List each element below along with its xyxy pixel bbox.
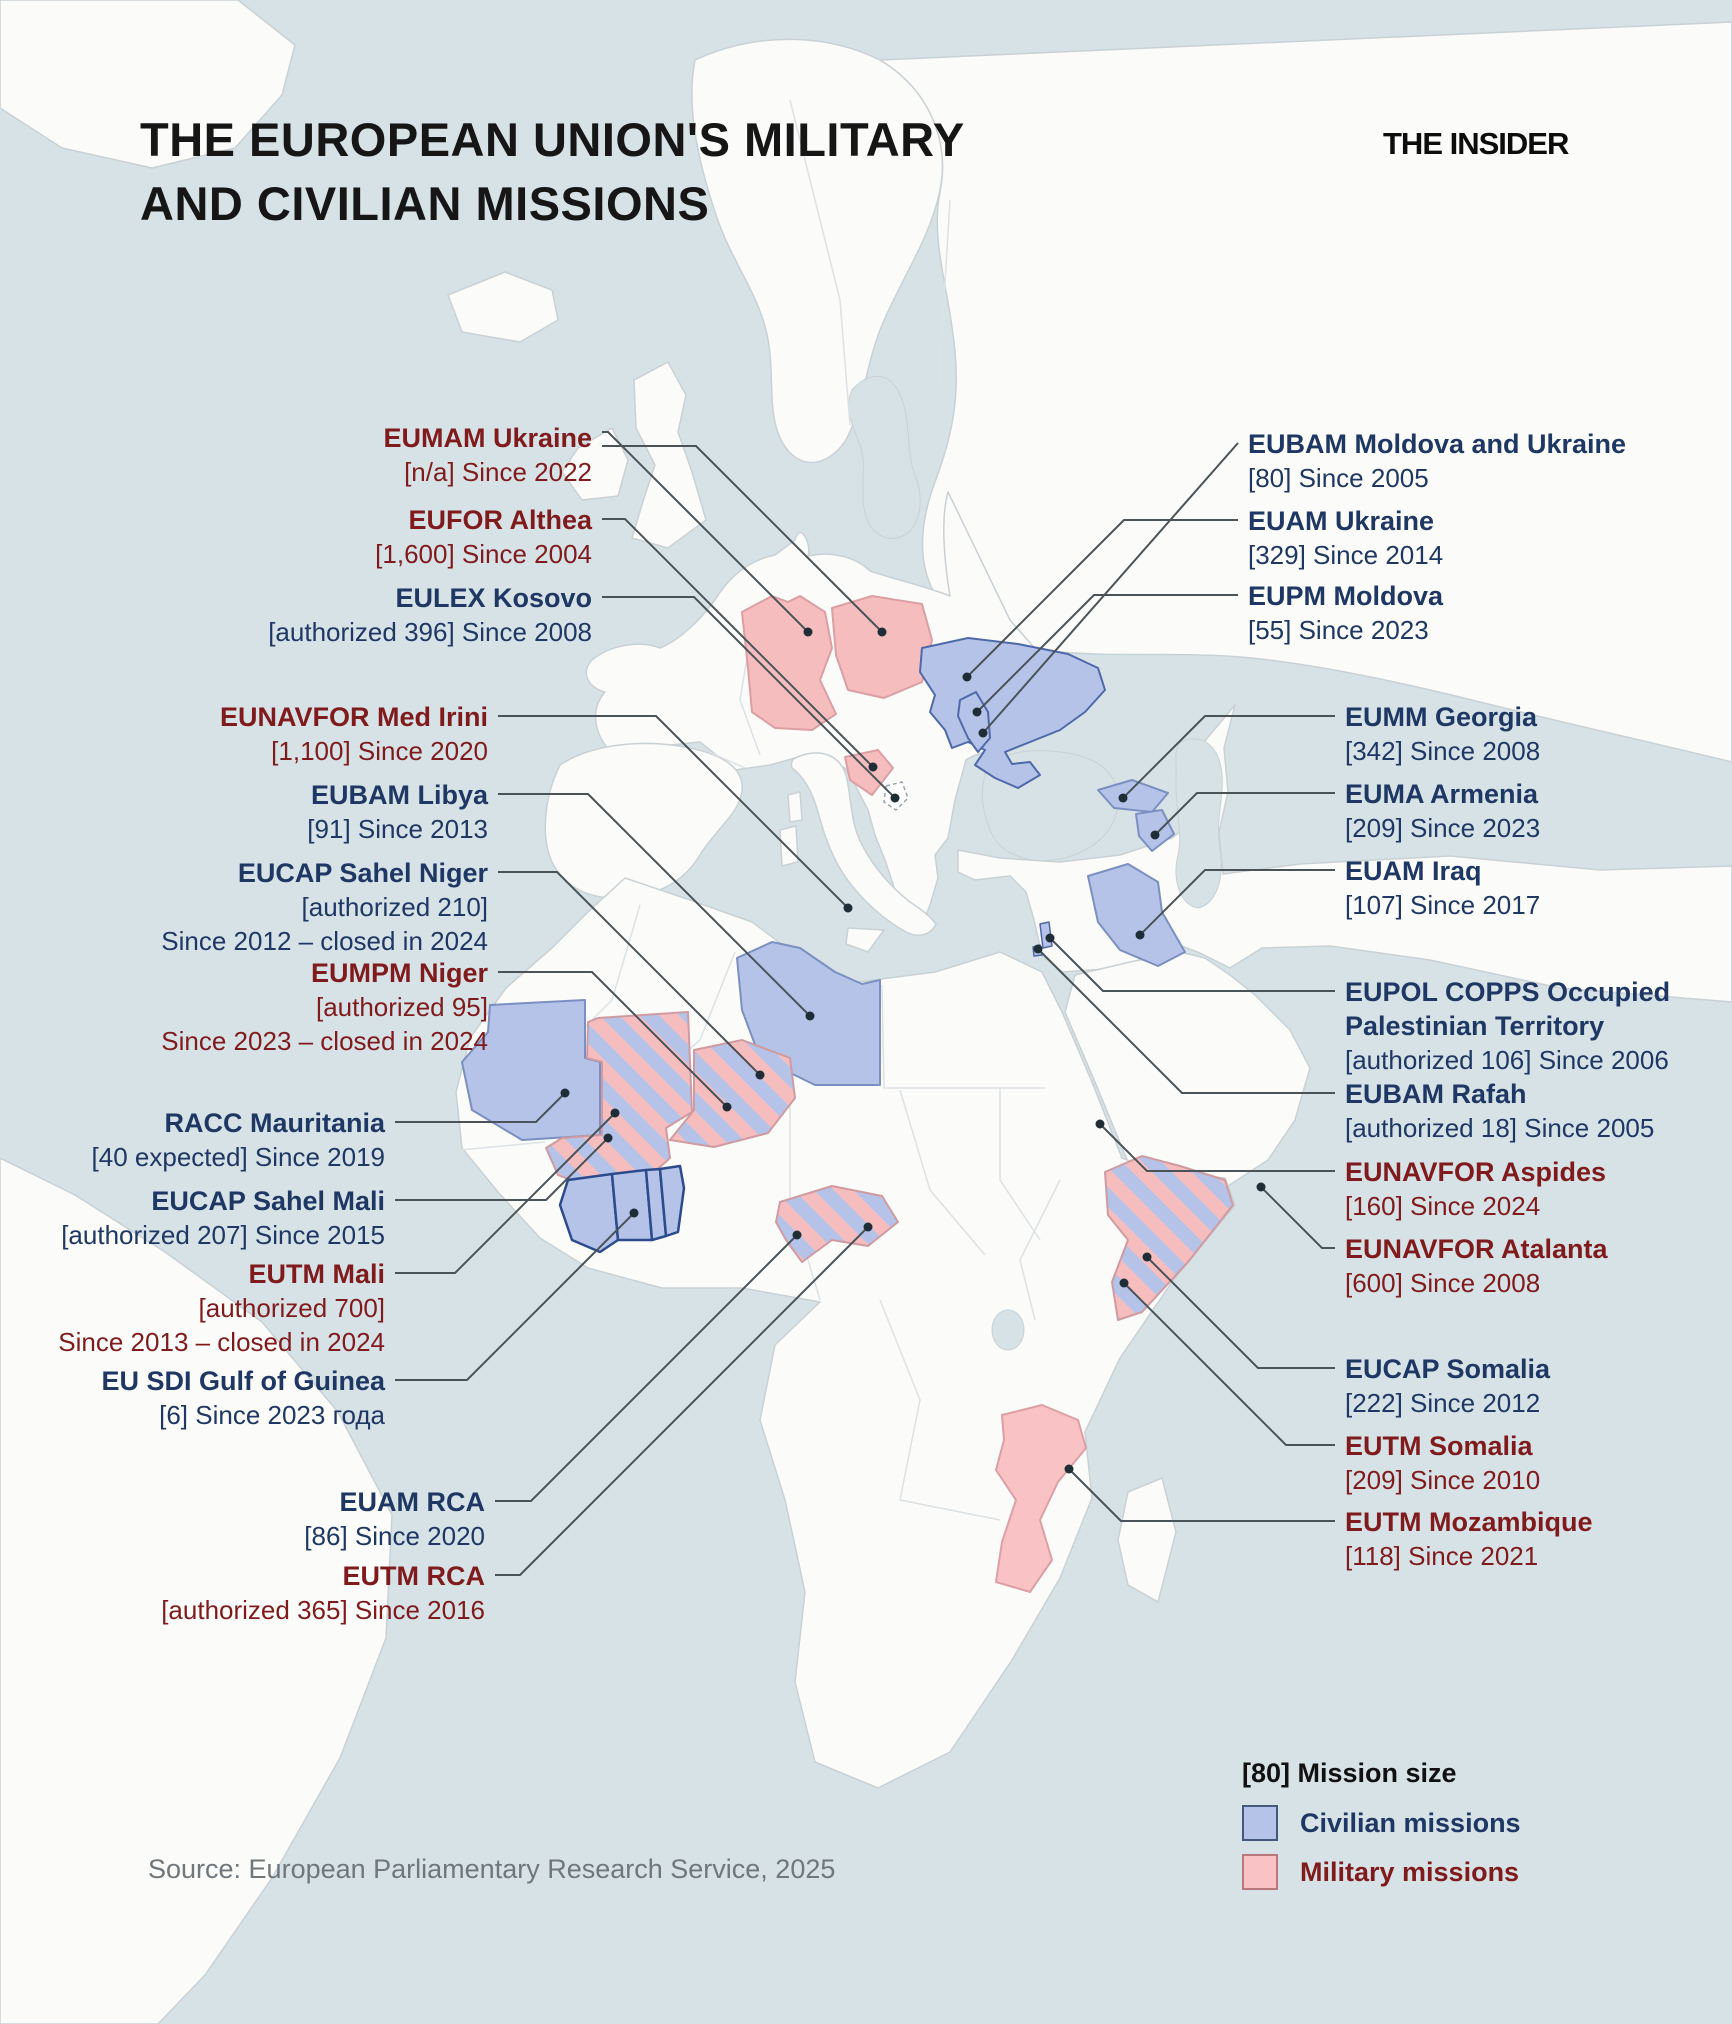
mission-label-eubam-libya (0, 778, 488, 846)
mission-name: EUBAM Rafah (1345, 1079, 1527, 1109)
mission-label-euam-iraq (1345, 854, 1725, 922)
mission-name: EUTM Mali (248, 1259, 385, 1289)
mission-label-eubam-moldova-ukraine (1248, 427, 1718, 495)
dot-ukraine (963, 673, 972, 682)
mission-name: EUTM Mozambique (1345, 1507, 1593, 1537)
dot-mauritania (561, 1089, 570, 1098)
mission-detail: [authorized 106] Since 2006 (1345, 1045, 1669, 1075)
mission-detail: [authorized 95] (315, 992, 488, 1022)
country-germany (742, 596, 836, 730)
dot-bosnia (869, 763, 878, 772)
mission-name: EUMM Georgia (1345, 702, 1538, 732)
mission-detail: [authorized 396] Since 2008 (268, 617, 592, 647)
mission-label-eupol-copps (1345, 975, 1680, 1077)
dot-car-east (864, 1223, 873, 1232)
mission-label-eutm-rca (0, 1559, 485, 1627)
mission-label-euam-ukraine (1248, 504, 1648, 572)
mission-name: EUAM Iraq (1345, 856, 1482, 886)
mission-label-eu-sdi-gulf-of-guinea (0, 1364, 385, 1432)
mission-label-eufor-althea (0, 503, 592, 571)
dot-mali-north (611, 1109, 620, 1118)
mission-name: EUAM RCA (339, 1487, 485, 1517)
mission-detail: [91] Since 2013 (307, 814, 488, 844)
mission-name: EUCAP Sahel Niger (237, 858, 488, 888)
mission-detail: Since 2013 – closed in 2024 (58, 1327, 385, 1357)
mission-label-eupm-moldova (1248, 579, 1648, 647)
mission-label-eumam-ukraine (0, 421, 592, 489)
mission-name: EUNAVFOR Med Irini (219, 702, 488, 732)
mission-detail: [80] Since 2005 (1248, 463, 1429, 493)
land-sardinia (780, 826, 798, 866)
legend-civilian-label: Civilian missions (1300, 1807, 1521, 1838)
mission-label-eunavfor-aspides (1345, 1155, 1725, 1223)
mission-name: RACC Mauritania (164, 1108, 385, 1138)
legend-row-civilian (1242, 1805, 1521, 1841)
dot-somalia-north (1143, 1253, 1152, 1262)
mission-detail: [329] Since 2014 (1248, 540, 1444, 570)
mission-label-eumpm-niger (0, 956, 488, 1058)
civilian-swatch (1242, 1805, 1278, 1841)
mission-label-eutm-mozambique (1345, 1505, 1725, 1573)
mission-label-eutm-mali (0, 1257, 385, 1359)
mission-name: EUBAM Libya (310, 780, 488, 810)
mission-label-eucap-somalia (1345, 1352, 1725, 1420)
mission-name: EUNAVFOR Aspides (1345, 1157, 1607, 1187)
dot-iraq (1136, 931, 1145, 940)
mission-name: EUMAM Ukraine (383, 423, 592, 453)
mission-name: EUMA Armenia (1345, 779, 1539, 809)
mission-detail: Since 2023 – closed in 2024 (161, 1026, 488, 1056)
mission-name: EUTM RCA (342, 1561, 485, 1591)
mission-name: EUBAM Moldova and Ukraine (1248, 429, 1627, 459)
mission-label-eubam-rafah (1345, 1077, 1725, 1145)
mission-label-eutm-somalia (1345, 1429, 1725, 1497)
mission-label-eumm-georgia (1345, 700, 1725, 768)
country-poland (832, 596, 932, 698)
sea-caspian (1176, 739, 1222, 908)
mission-label-eucap-sahel-niger (0, 856, 488, 958)
legend-row-military (1242, 1854, 1521, 1890)
dot-somalia-south (1120, 1279, 1129, 1288)
dot-moldova-south (979, 729, 988, 738)
mission-name: EUTM Somalia (1345, 1431, 1533, 1461)
dot-car-west (793, 1231, 802, 1240)
dot-moldova-north (973, 708, 982, 717)
mission-name: EUPM Moldova (1248, 581, 1444, 611)
page-title: THE EUROPEAN UNION'S MILITARY AND CIVILIAN MISSIONS (140, 113, 964, 230)
dot-kosovo (891, 794, 900, 803)
dot-niger-south (723, 1103, 732, 1112)
mission-label-racc-mauritania (0, 1106, 385, 1174)
mission-name: EULEX Kosovo (395, 583, 592, 613)
mission-detail: [40 expected] Since 2019 (91, 1142, 385, 1172)
dot-palestine (1046, 934, 1055, 943)
dot-libya (806, 1012, 815, 1021)
mission-detail: [209] Since 2023 (1345, 813, 1541, 843)
mission-name: EUMPM Niger (310, 958, 488, 988)
mission-detail: [authorized 700] (198, 1293, 385, 1323)
lake-victoria (992, 1310, 1024, 1350)
mission-detail: [107] Since 2017 (1345, 890, 1541, 920)
mission-detail: [118] Since 2021 (1345, 1541, 1539, 1571)
mission-detail: [55] Since 2023 (1248, 615, 1429, 645)
mission-detail: [1,600] Since 2004 (375, 539, 592, 569)
dot-germany (804, 628, 813, 637)
mission-label-eulex-kosovo (0, 581, 592, 649)
mission-name: EUCAP Somalia (1345, 1354, 1551, 1384)
mission-detail: [86] Since 2020 (304, 1521, 485, 1551)
mission-detail: [authorized 207] Since 2015 (61, 1220, 385, 1250)
legend-military-label: Military missions (1300, 1856, 1520, 1887)
mission-detail: [6] Since 2023 года (159, 1400, 385, 1430)
dot-mozambique (1065, 1465, 1074, 1474)
dot-mali-south (604, 1134, 613, 1143)
dot-armenia (1151, 831, 1160, 840)
mission-detail: Since 2012 – closed in 2024 (161, 926, 488, 956)
mission-detail: [n/a] Since 2022 (404, 457, 592, 487)
mission-name: EUAM Ukraine (1248, 506, 1435, 536)
brand-logo: THE INSIDER (1383, 126, 1569, 161)
mission-detail: [209] Since 2010 (1345, 1465, 1541, 1495)
mission-name: EUFOR Althea (408, 505, 592, 535)
legend (1242, 1758, 1521, 1903)
land-corsica (788, 792, 802, 822)
mission-detail: [authorized 18] Since 2005 (1345, 1113, 1655, 1143)
source-note: Source: European Parliamentary Research Service, 2025 (148, 1854, 836, 1884)
mission-name: EUCAP Sahel Mali (151, 1186, 385, 1216)
mission-label-eunavfor-atalanta (1345, 1232, 1725, 1300)
mission-label-eunavfor-med-irini (0, 700, 488, 768)
dot-indian-ocean (1257, 1183, 1266, 1192)
dot-niger-north (756, 1071, 765, 1080)
mission-name: EUPOL COPPS Occupied Palestinian Territory (1345, 977, 1671, 1041)
dot-ghana (630, 1209, 639, 1218)
mission-name: EU SDI Gulf of Guinea (101, 1366, 385, 1396)
legend-mission-size: [80] Mission size (1242, 1758, 1457, 1788)
mission-detail: [342] Since 2008 (1345, 736, 1541, 766)
dot-poland (878, 628, 887, 637)
dot-georgia (1119, 794, 1128, 803)
mission-label-euma-armenia (1345, 777, 1725, 845)
mission-detail: [600] Since 2008 (1345, 1268, 1541, 1298)
mission-detail: [1,100] Since 2020 (271, 736, 488, 766)
dot-rafah (1034, 945, 1043, 954)
mission-name: EUNAVFOR Atalanta (1345, 1234, 1608, 1264)
mission-label-euam-rca (0, 1485, 485, 1553)
dot-red-sea (1096, 1120, 1105, 1129)
mission-detail: [222] Since 2012 (1345, 1388, 1541, 1418)
military-swatch (1242, 1854, 1278, 1890)
mission-detail: [authorized 210] (301, 892, 488, 922)
dot-med-irini (844, 904, 853, 913)
mission-detail: [authorized 365] Since 2016 (161, 1595, 485, 1625)
mission-detail: [160] Since 2024 (1345, 1191, 1541, 1221)
mission-label-eucap-sahel-mali (0, 1184, 385, 1252)
